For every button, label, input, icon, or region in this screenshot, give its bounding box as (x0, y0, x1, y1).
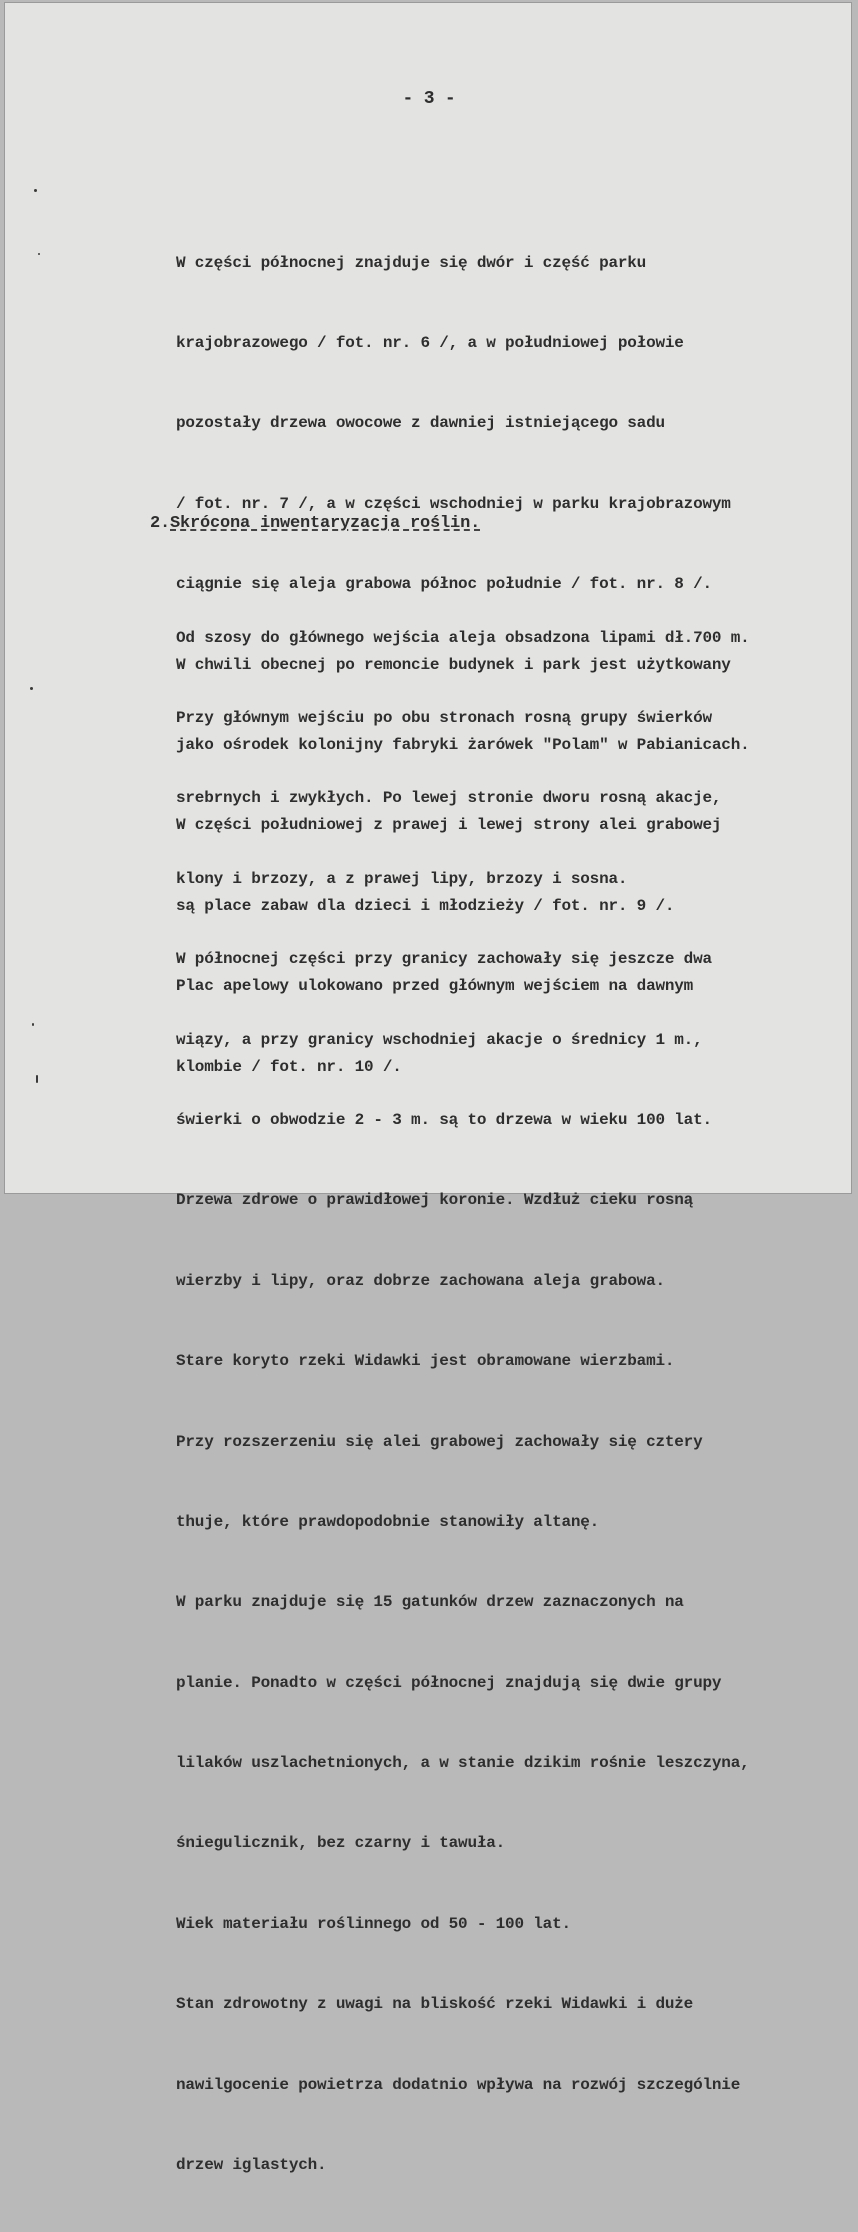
paper-speck (32, 1023, 34, 1026)
page-number: - 3 - (402, 89, 456, 109)
text-line: są place zabaw dla dzieci i młodzieży / fot. nr. 9 /. (176, 896, 675, 915)
text-line: Drzewa zdrowe o prawidłowej koronie. Wzdłuż cieku rosną (176, 1191, 694, 1210)
text-line: W chwili obecnej po remoncie budynek i park jest użytkowany (176, 655, 731, 674)
text-line: klombie / fot. nr. 10 /. (176, 1057, 402, 1076)
text-line: planie. Ponadto w części północnej znajdują się dwie grupy (176, 1673, 722, 1692)
text-line: lilaków uszlachetnionych, a w stanie dzikim rośnie leszczyna, (176, 1754, 750, 1773)
text-line: ciągnie się aleja grabowa północ południe / fot. nr. 8 /. (176, 575, 712, 594)
text-line: W części południowej z prawej i lewej strony alei grabowej (176, 816, 722, 835)
paper-speck (38, 253, 40, 255)
text-line: pozostały drzewa owocowe z dawniej istniejącego sadu (176, 414, 665, 433)
text-line: świerki o obwodzie 2 - 3 m. są to drzewa w wieku 100 lat. (176, 1110, 712, 1129)
text-line: srebrnych i zwykłych. Po lewej stronie dworu rosną akacje, (176, 789, 722, 808)
text-line: / fot. nr. 7 /, a w części wschodniej w parku krajobrazowym (176, 494, 731, 513)
section-heading (150, 514, 480, 533)
text-line: Wiek materiału roślinnego od 50 - 100 lat. (176, 1914, 571, 1933)
paper-speck (34, 189, 37, 192)
paper-speck (36, 1075, 38, 1083)
text-line: W północnej części przy granicy zachowały się jeszcze dwa (176, 950, 712, 969)
text-line: nawilgocenie powietrza dodatnio wpływa na rozwój szczególnie (176, 2075, 741, 2094)
section-title: Skrócona inwentaryzacja roślin. (170, 514, 481, 533)
text-line: Od szosy do głównego wejścia aleja obsadzona lipami dł.700 m. (176, 628, 750, 647)
text-line: jako ośrodek kolonijny fabryki żarówek "Polam" w Pabianicach. (176, 735, 750, 754)
text-line: W części północnej znajduje się dwór i część parku (176, 253, 647, 272)
text-line: wiązy, a przy granicy wschodniej akacje o średnicy 1 m., (176, 1030, 703, 1049)
paper-speck (30, 687, 33, 690)
text-line: Stan zdrowotny z uwagi na bliskość rzeki Widawki i duże (176, 1995, 694, 2014)
text-line: thuje, które prawdopodobnie stanowiły altanę. (176, 1512, 600, 1531)
document-page (4, 2, 852, 2175)
text-line: wierzby i lipy, oraz dobrze zachowana aleja grabowa. (176, 1271, 665, 1290)
text-line: Plac apelowy ulokowano przed głównym wejściem na dawnym (176, 977, 694, 996)
text-line: Przy rozszerzeniu się alei grabowej zachowały się cztery (176, 1432, 703, 1451)
text-line: Stare koryto rzeki Widawki jest obramowane wierzbami. (176, 1352, 675, 1371)
section-number: 2. (150, 514, 171, 533)
text-line: klony i brzozy, a z prawej lipy, brzozy i sosna. (176, 869, 628, 888)
text-line: krajobrazowego / fot. nr. 6 /, a w południowej połowie (176, 333, 684, 352)
text-line: śniegulicznik, bez czarny i tawuła. (176, 1834, 506, 1853)
text-line: W parku znajduje się 15 gatunków drzew zaznaczonych na (176, 1593, 684, 1612)
text-line: Przy głównym wejściu po obu stronach rosną grupy świerków (176, 708, 712, 727)
paragraph-plant-inventory (176, 571, 750, 2232)
text-line: drzew iglastych. (176, 2156, 327, 2175)
